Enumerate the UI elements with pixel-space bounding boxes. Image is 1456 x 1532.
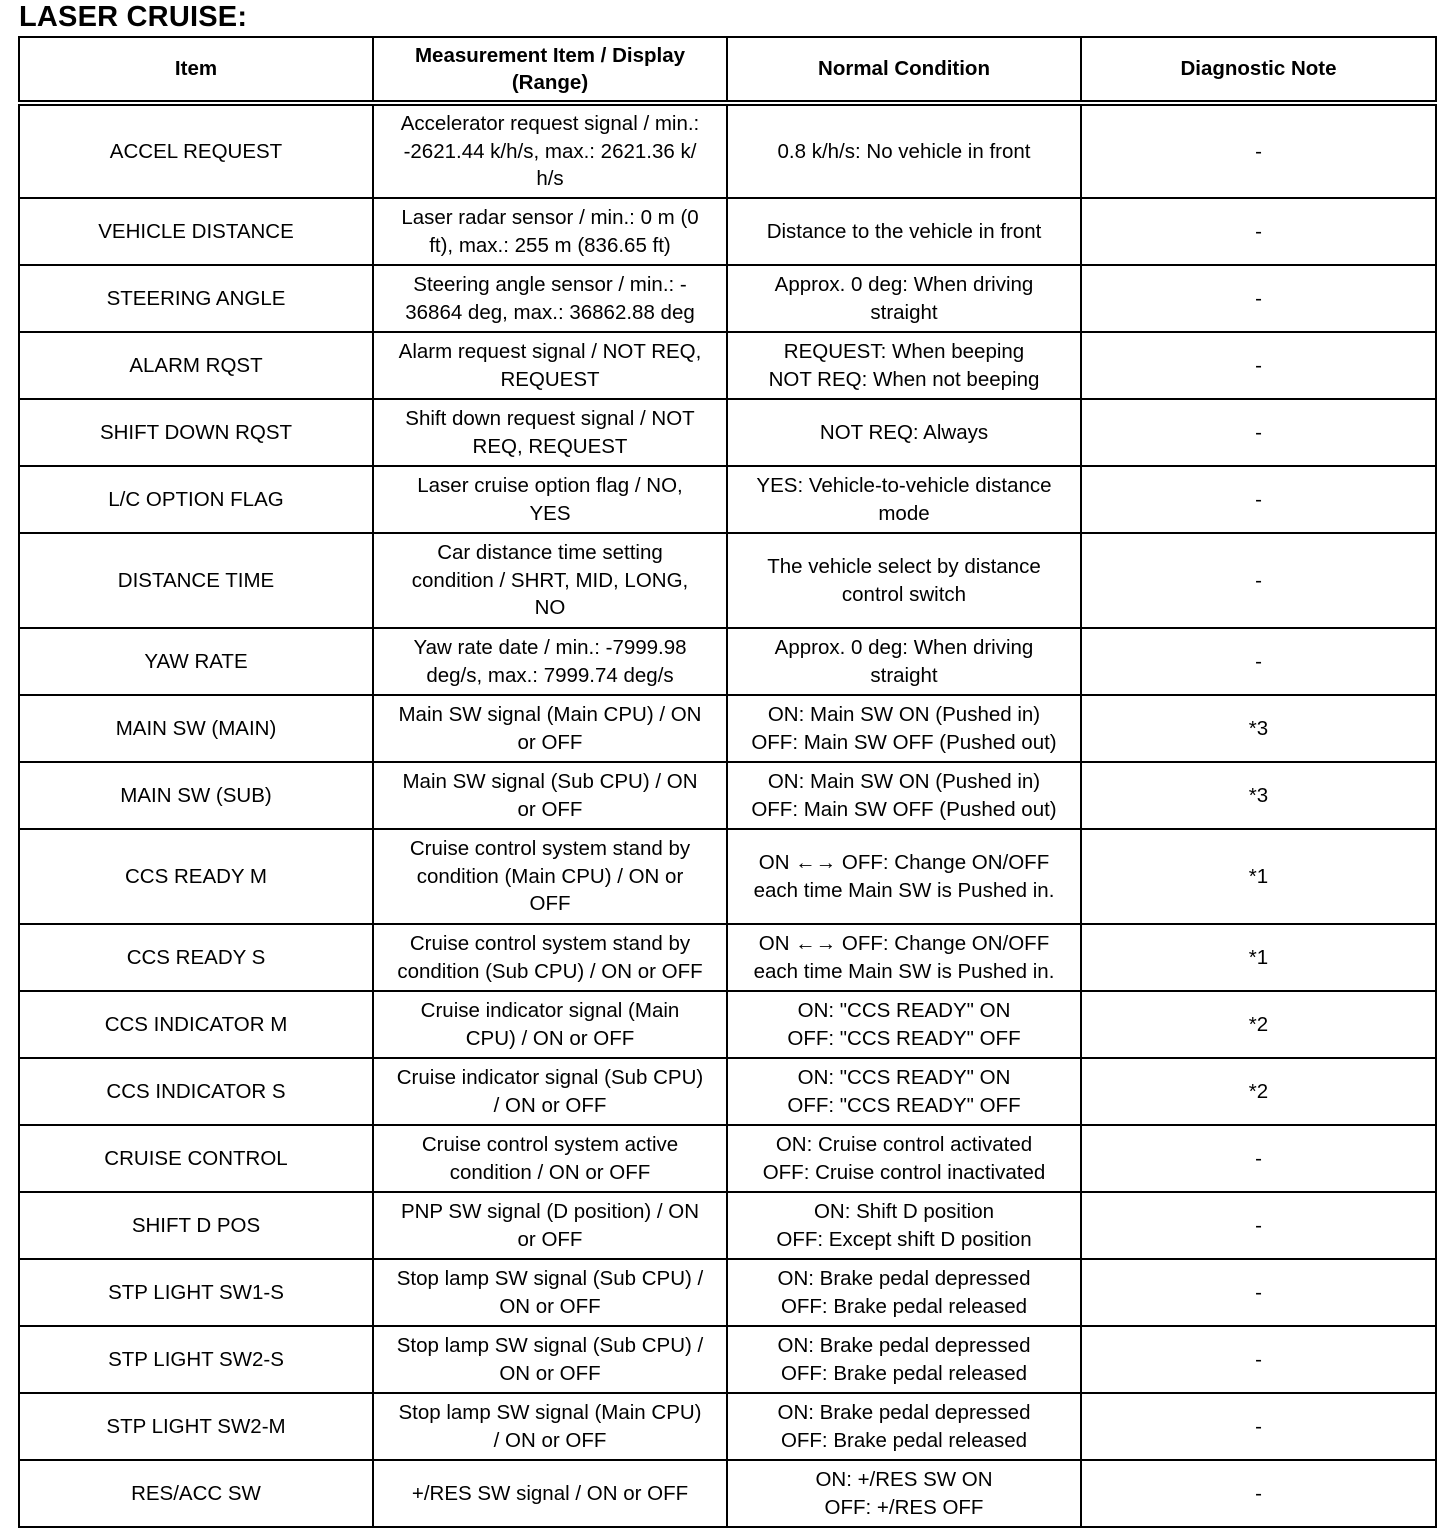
table-row: [19, 103, 1436, 198]
measurement-line: Laser cruise option flag / NO,: [417, 474, 683, 497]
cell-item: STP LIGHT SW2-M: [19, 1393, 373, 1460]
normal-condition-line: OFF: "CCS READY" OFF: [787, 1093, 1021, 1117]
normal-condition-line: each time Main SW is Pushed in.: [753, 878, 1055, 902]
cell-normal-condition: [727, 198, 1081, 265]
cell-normal-condition: [727, 1192, 1081, 1259]
normal-condition-line: OFF: Main SW OFF (Pushed out): [751, 797, 1057, 821]
cell-diagnostic-note: -: [1081, 1460, 1436, 1527]
cell-diagnostic-note: -: [1081, 399, 1436, 466]
cell-diagnostic-note: *3: [1081, 762, 1436, 829]
measurement-line: condition / ON or OFF: [449, 1160, 651, 1184]
normal-condition-line: ON: Cruise control activated: [775, 1133, 1033, 1156]
cell-measurement: [373, 924, 727, 991]
cell-item: SHIFT DOWN RQST: [19, 399, 373, 466]
table-row: [19, 924, 1436, 991]
measurement-line: REQUEST: [500, 367, 600, 391]
cell-normal-condition: [727, 628, 1081, 695]
normal-condition-line: ON ←→ OFF: Change ON/OFF: [758, 932, 1050, 955]
measurement-line: Laser radar sensor / min.: 0 m (0: [401, 206, 699, 229]
cell-diagnostic-note: *2: [1081, 1058, 1436, 1125]
table-row: [19, 198, 1436, 265]
measurement-line: Cruise control system active: [421, 1133, 679, 1156]
measurement-line: h/s: [536, 167, 564, 191]
measurement-line: Car distance time setting: [437, 541, 663, 565]
cell-normal-condition: [727, 829, 1081, 924]
cell-measurement: [373, 103, 727, 198]
table-row: [19, 762, 1436, 829]
cell-diagnostic-note: *1: [1081, 924, 1436, 991]
table-row: [19, 1259, 1436, 1326]
table-row: [19, 1460, 1436, 1527]
normal-condition-line: OFF: +/RES OFF: [824, 1495, 984, 1519]
measurement-line: CPU) / ON or OFF: [465, 1026, 635, 1050]
page-title: LASER CRUISE:: [19, 1, 248, 33]
cell-item: CCS READY M: [19, 829, 373, 924]
measurement-line: Yaw rate date / min.: -7999.98: [413, 636, 687, 659]
normal-condition-line: Distance to the vehicle in front: [766, 219, 1042, 243]
table-row: [19, 533, 1436, 628]
measurement-line: YES: [529, 501, 571, 525]
cell-diagnostic-note: -: [1081, 1326, 1436, 1393]
normal-condition-line: OFF: Except shift D position: [776, 1227, 1032, 1251]
normal-condition-line: YES: Vehicle-to-vehicle distance: [756, 474, 1052, 497]
cell-measurement: [373, 1460, 727, 1527]
cell-normal-condition: [727, 1058, 1081, 1125]
cell-item: STP LIGHT SW2-S: [19, 1326, 373, 1393]
measurement-line: Stop lamp SW signal (Sub CPU) /: [396, 1334, 704, 1357]
cell-measurement: [373, 399, 727, 466]
measurement-line: or OFF: [517, 730, 583, 754]
measurement-line: Cruise indicator signal (Main: [420, 999, 680, 1022]
normal-condition-line: ON: "CCS READY" ON: [797, 1066, 1011, 1089]
header-measurement-line: (Range): [511, 71, 589, 94]
header-normal-condition: Normal Condition: [727, 37, 1081, 103]
normal-condition-line: OFF: Brake pedal released: [780, 1361, 1028, 1385]
cell-diagnostic-note: -: [1081, 1393, 1436, 1460]
cell-item: MAIN SW (SUB): [19, 762, 373, 829]
measurement-line: ON or OFF: [499, 1361, 601, 1385]
cell-diagnostic-note: -: [1081, 103, 1436, 198]
cell-item: ALARM RQST: [19, 332, 373, 399]
measurement-line: -2621.44 k/h/s, max.: 2621.36 k/: [403, 139, 697, 163]
normal-condition-line: NOT REQ: When not beeping: [768, 367, 1040, 391]
header-measurement: [373, 37, 727, 103]
measurement-line: +/RES SW signal / ON or OFF: [411, 1481, 689, 1505]
measurement-line: ON or OFF: [499, 1294, 601, 1318]
measurement-line: or OFF: [517, 1227, 583, 1251]
cell-diagnostic-note: -: [1081, 1125, 1436, 1192]
cell-diagnostic-note: -: [1081, 466, 1436, 533]
normal-condition-line: each time Main SW is Pushed in.: [753, 959, 1055, 983]
normal-condition-line: NOT REQ: Always: [819, 420, 989, 444]
cell-item: L/C OPTION FLAG: [19, 466, 373, 533]
normal-condition-line: The vehicle select by distance: [767, 555, 1041, 578]
cell-measurement: [373, 533, 727, 628]
cell-measurement: [373, 466, 727, 533]
cell-diagnostic-note: -: [1081, 1192, 1436, 1259]
cell-normal-condition: [727, 924, 1081, 991]
measurement-line: NO: [534, 596, 566, 620]
data-list-table: [18, 36, 1437, 1528]
normal-condition-line: OFF: Brake pedal released: [780, 1428, 1028, 1452]
cell-diagnostic-note: *2: [1081, 991, 1436, 1058]
table-row: [19, 1326, 1436, 1393]
measurement-line: Stop lamp SW signal (Main CPU): [398, 1401, 702, 1424]
cell-diagnostic-note: -: [1081, 332, 1436, 399]
cell-normal-condition: [727, 1326, 1081, 1393]
table-header-row: [19, 37, 1436, 103]
normal-condition-line: ON: "CCS READY" ON: [797, 999, 1011, 1022]
cell-item: STP LIGHT SW1-S: [19, 1259, 373, 1326]
cell-measurement: [373, 991, 727, 1058]
normal-condition-line: straight: [870, 300, 938, 324]
cell-diagnostic-note: -: [1081, 198, 1436, 265]
cell-measurement: [373, 332, 727, 399]
normal-condition-line: Approx. 0 deg: When driving: [774, 636, 1034, 659]
cell-item: VEHICLE DISTANCE: [19, 198, 373, 265]
normal-condition-line: straight: [870, 663, 938, 687]
measurement-line: Alarm request signal / NOT REQ,: [398, 340, 702, 363]
cell-measurement: [373, 265, 727, 332]
table-row: [19, 265, 1436, 332]
cell-item: ACCEL REQUEST: [19, 103, 373, 198]
normal-condition-line: ON: Brake pedal depressed: [777, 1267, 1031, 1290]
cell-measurement: [373, 1259, 727, 1326]
cell-item: STEERING ANGLE: [19, 265, 373, 332]
measurement-line: Shift down request signal / NOT: [405, 407, 695, 430]
table-row: [19, 466, 1436, 533]
cell-item: MAIN SW (MAIN): [19, 695, 373, 762]
measurement-line: / ON or OFF: [493, 1093, 607, 1117]
cell-measurement: [373, 1393, 727, 1460]
table-row: [19, 332, 1436, 399]
cell-measurement: [373, 1326, 727, 1393]
normal-condition-line: ON: +/RES SW ON: [815, 1468, 993, 1491]
cell-item: CCS READY S: [19, 924, 373, 991]
cell-item: CCS INDICATOR S: [19, 1058, 373, 1125]
cell-item: RES/ACC SW: [19, 1460, 373, 1527]
measurement-line: condition / SHRT, MID, LONG,: [411, 568, 689, 592]
cell-measurement: [373, 1125, 727, 1192]
cell-measurement: [373, 1192, 727, 1259]
cell-diagnostic-note: -: [1081, 533, 1436, 628]
measurement-line: condition (Sub CPU) / ON or OFF: [397, 959, 703, 983]
cell-measurement: [373, 1058, 727, 1125]
cell-measurement: [373, 695, 727, 762]
table-row: [19, 628, 1436, 695]
normal-condition-line: control switch: [841, 582, 967, 606]
cell-normal-condition: [727, 399, 1081, 466]
cell-diagnostic-note: *1: [1081, 829, 1436, 924]
cell-normal-condition: [727, 332, 1081, 399]
cell-normal-condition: [727, 991, 1081, 1058]
cell-normal-condition: [727, 1125, 1081, 1192]
measurement-line: deg/s, max.: 7999.74 deg/s: [426, 663, 674, 687]
measurement-line: Cruise control system stand by: [409, 932, 691, 955]
normal-condition-line: ON: Brake pedal depressed: [777, 1401, 1031, 1424]
normal-condition-line: OFF: Brake pedal released: [780, 1294, 1028, 1318]
measurement-line: condition (Main CPU) / ON or: [416, 864, 684, 888]
cell-normal-condition: [727, 1393, 1081, 1460]
table-row: [19, 695, 1436, 762]
measurement-line: / ON or OFF: [493, 1428, 607, 1452]
normal-condition-line: OFF: Main SW OFF (Pushed out): [751, 730, 1057, 754]
cell-normal-condition: [727, 1259, 1081, 1326]
cell-normal-condition: [727, 762, 1081, 829]
cell-diagnostic-note: -: [1081, 1259, 1436, 1326]
cell-normal-condition: [727, 1460, 1081, 1527]
measurement-line: Cruise indicator signal (Sub CPU): [396, 1066, 704, 1089]
measurement-line: Main SW signal (Main CPU) / ON: [398, 703, 702, 726]
cell-item: DISTANCE TIME: [19, 533, 373, 628]
normal-condition-line: ON ←→ OFF: Change ON/OFF: [758, 851, 1050, 874]
measurement-line: or OFF: [517, 797, 583, 821]
cell-normal-condition: [727, 265, 1081, 332]
header-measurement-line: Measurement Item / Display: [414, 43, 685, 67]
normal-condition-line: REQUEST: When beeping: [783, 340, 1025, 363]
cell-diagnostic-note: *3: [1081, 695, 1436, 762]
table-row: [19, 991, 1436, 1058]
cell-item: CCS INDICATOR M: [19, 991, 373, 1058]
header-item: Item: [19, 37, 373, 103]
cell-diagnostic-note: -: [1081, 628, 1436, 695]
table-row: [19, 829, 1436, 924]
normal-condition-line: ON: Main SW ON (Pushed in): [767, 703, 1041, 726]
table-row: [19, 1393, 1436, 1460]
table-row: [19, 1058, 1436, 1125]
normal-condition-line: Approx. 0 deg: When driving: [774, 273, 1034, 296]
table-row: [19, 1192, 1436, 1259]
header-diagnostic-note: Diagnostic Note: [1081, 37, 1436, 103]
normal-condition-line: mode: [878, 501, 930, 525]
measurement-line: OFF: [529, 892, 571, 916]
cell-normal-condition: [727, 103, 1081, 198]
cell-measurement: [373, 829, 727, 924]
cell-diagnostic-note: -: [1081, 265, 1436, 332]
measurement-line: Cruise control system stand by: [409, 837, 691, 861]
measurement-line: Stop lamp SW signal (Sub CPU) /: [396, 1267, 704, 1290]
cell-measurement: [373, 762, 727, 829]
measurement-line: 36864 deg, max.: 36862.88 deg: [405, 300, 695, 324]
cell-normal-condition: [727, 466, 1081, 533]
cell-normal-condition: [727, 533, 1081, 628]
measurement-line: REQ, REQUEST: [472, 434, 628, 458]
measurement-line: PNP SW signal (D position) / ON: [400, 1200, 700, 1223]
measurement-line: Accelerator request signal / min.:: [400, 112, 700, 136]
normal-condition-line: ON: Shift D position: [813, 1200, 994, 1223]
cell-normal-condition: [727, 695, 1081, 762]
measurement-line: ft), max.: 255 m (836.65 ft): [429, 233, 671, 257]
normal-condition-line: OFF: Cruise control inactivated: [762, 1160, 1046, 1184]
normal-condition-line: ON: Main SW ON (Pushed in): [767, 770, 1041, 793]
table-row: [19, 1125, 1436, 1192]
cell-measurement: [373, 628, 727, 695]
normal-condition-line: 0.8 k/h/s: No vehicle in front: [777, 139, 1031, 163]
measurement-line: Steering angle sensor / min.: -: [413, 273, 687, 296]
table-row: [19, 399, 1436, 466]
table-body: [19, 103, 1436, 1527]
normal-condition-line: ON: Brake pedal depressed: [777, 1334, 1031, 1357]
normal-condition-line: OFF: "CCS READY" OFF: [787, 1026, 1021, 1050]
cell-item: CRUISE CONTROL: [19, 1125, 373, 1192]
cell-item: SHIFT D POS: [19, 1192, 373, 1259]
measurement-line: Main SW signal (Sub CPU) / ON: [402, 770, 698, 793]
cell-measurement: [373, 198, 727, 265]
cell-item: YAW RATE: [19, 628, 373, 695]
